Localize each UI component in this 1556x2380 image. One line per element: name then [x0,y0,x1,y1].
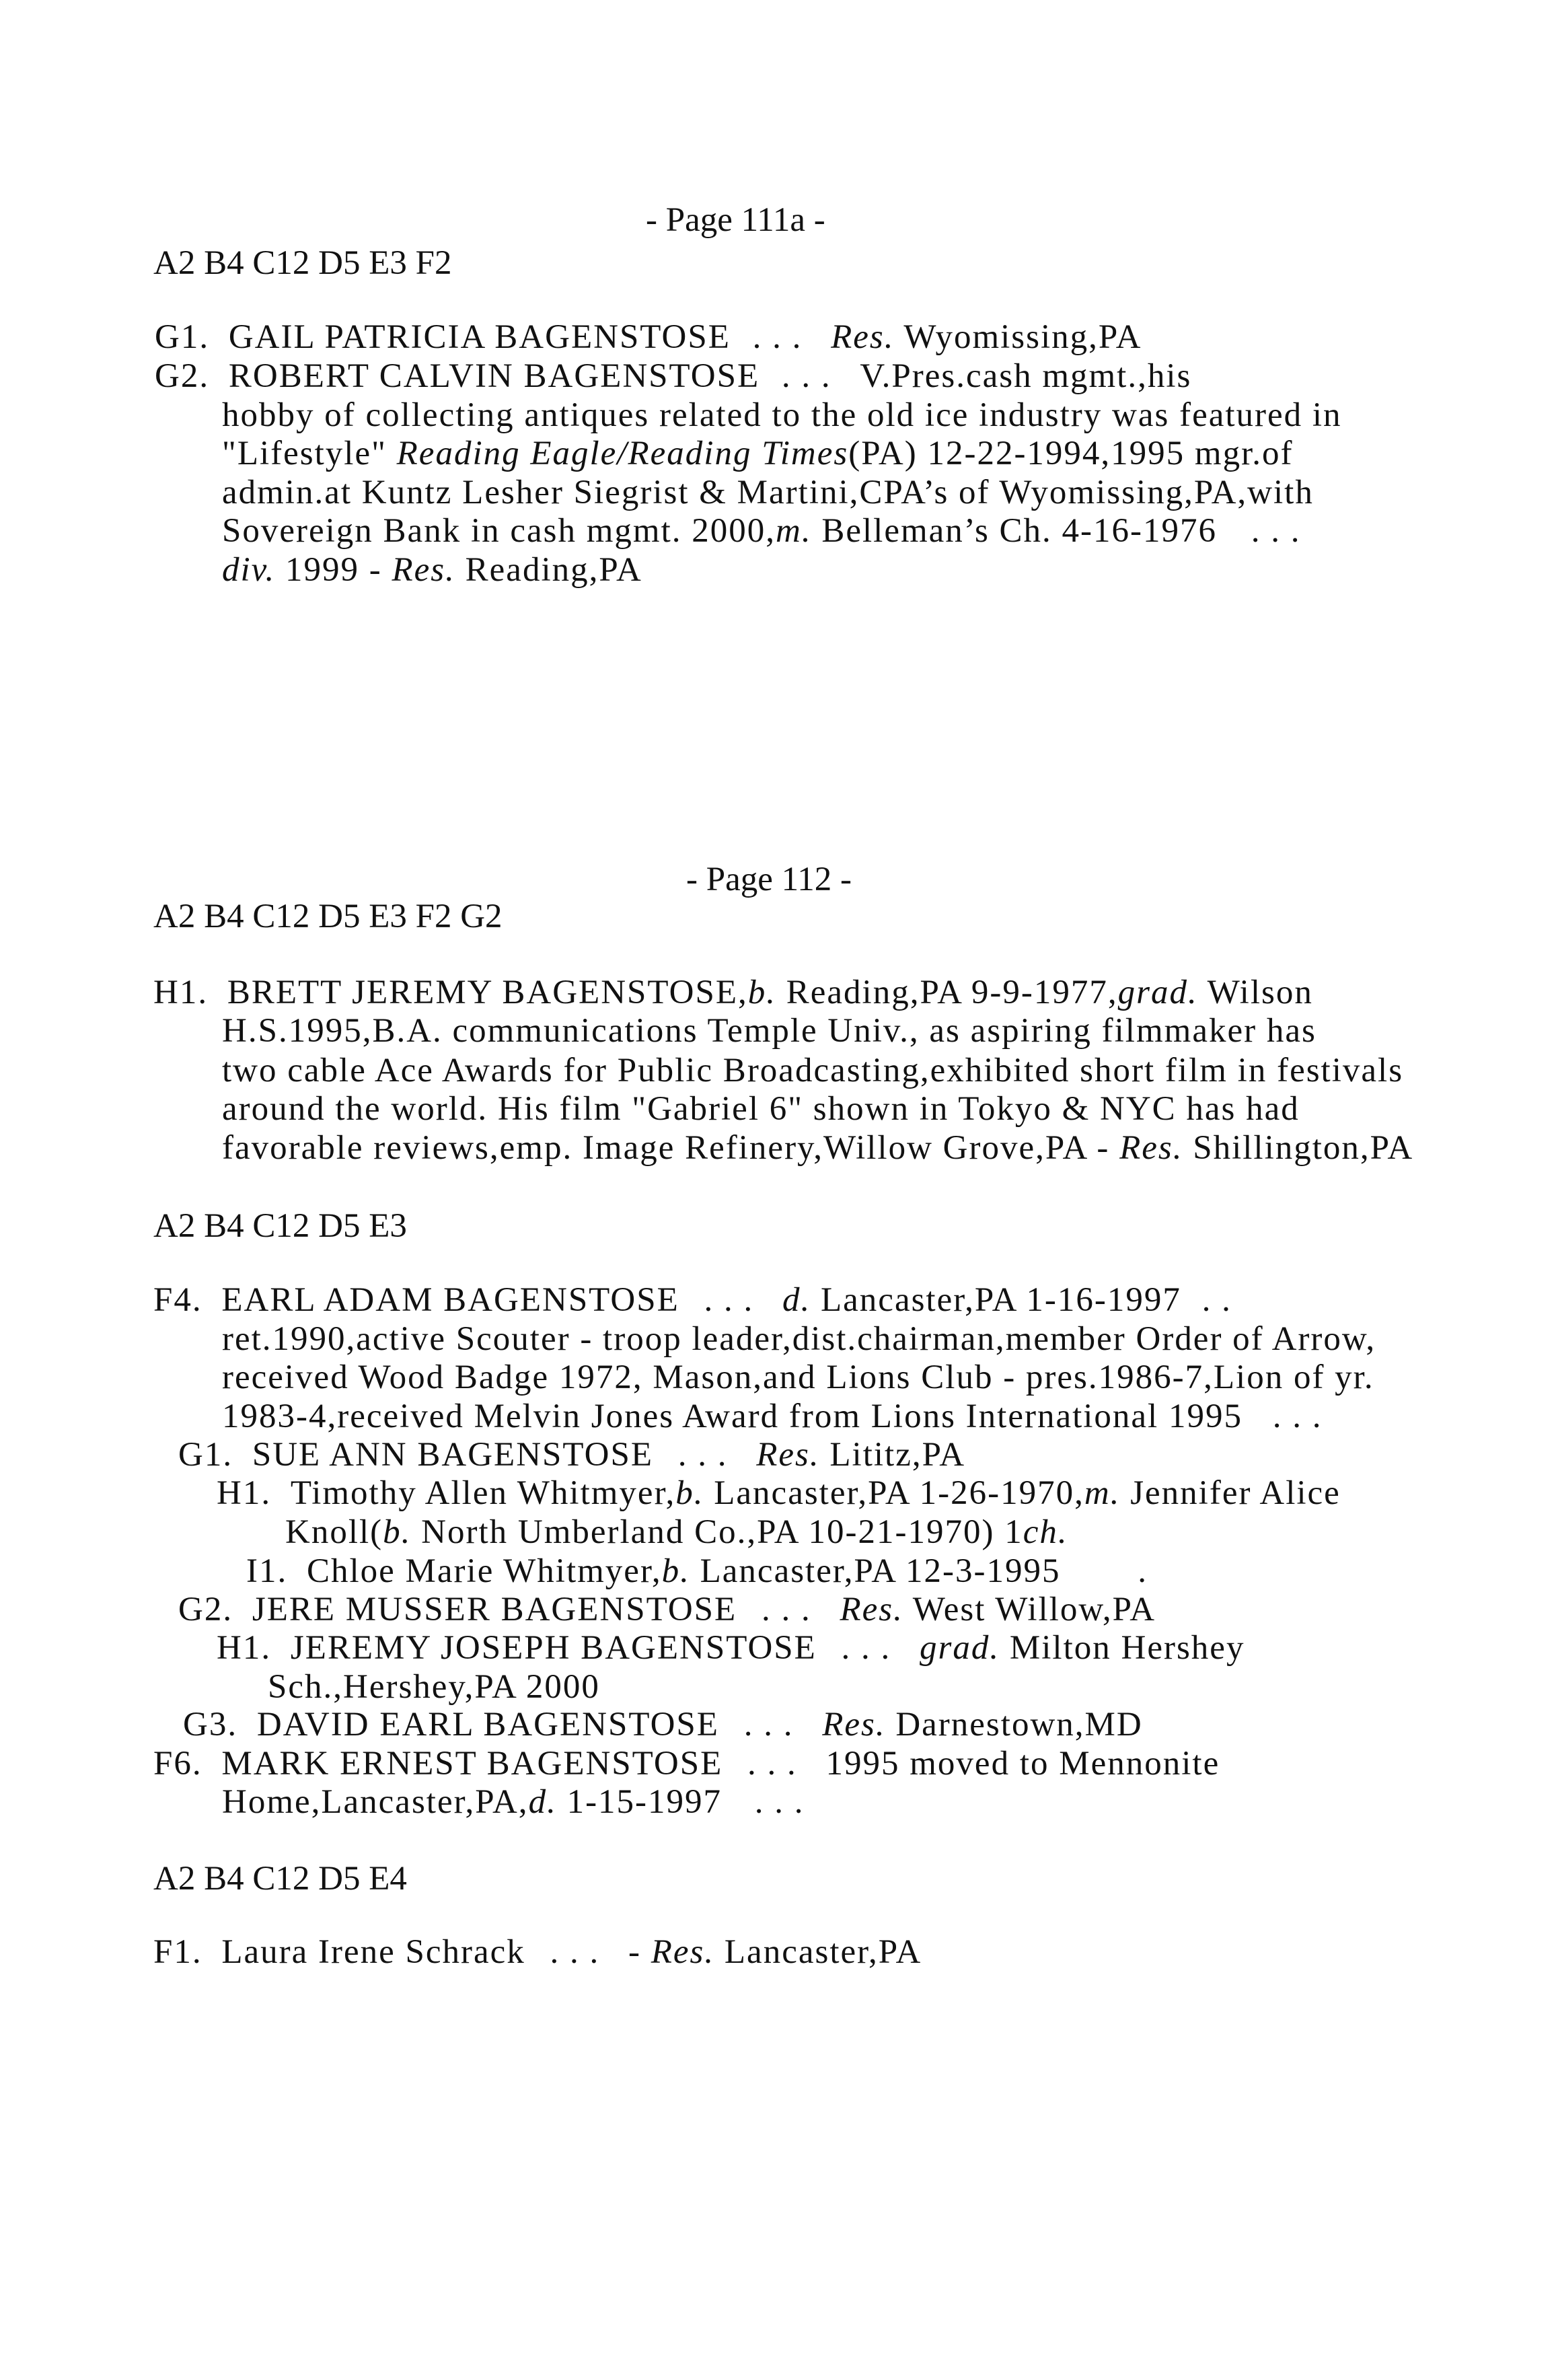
entry-f6-mark: F6. MARK ERNEST BAGENSTOSE . . . 1995 moved to Mennonite [153,1745,1220,1782]
page-label: - Page 111a - [646,201,825,239]
entry-text-line: 1983-4,received Melvin Jones Award from Lions International 1995 . . . [222,1398,1323,1435]
person-name: EARL ADAM BAGENSTOSE [221,1281,679,1319]
leader-dots: . . . [1272,1398,1323,1435]
leader-dots: . . [1201,1281,1232,1319]
entry-text-line: Knoll(b. North Umberland Co.,PA 10-21-1970) 1ch. [285,1513,1068,1551]
entry-text-line: Home,Lancaster,PA,d. 1-15-1997 . . . [222,1783,805,1821]
entry-f4-earl: F4. EARL ADAM BAGENSTOSE . . . d. Lancaster,PA 1-16-1997 . . [153,1281,1232,1319]
entry-number: G2. [178,1591,233,1628]
person-name: Timothy Allen Whitmyer, [290,1474,676,1512]
entry-number: F1. [153,1933,202,1971]
person-name: JERE MUSSER BAGENSTOSE [252,1591,737,1628]
leader-dots: . . . [841,1629,891,1667]
entry-text-line: received Wood Badge 1972, Mason,and Lions Club - pres.1986-7,Lion of yr. [222,1359,1374,1396]
entry-text-line: admin.at Kuntz Lesher Siegrist & Martini,CPA’s of Wyomissing,PA,with [222,474,1314,511]
leader-dots: . . . [781,357,831,395]
entry-text-line: "Lifestyle" Reading Eagle/Reading Times(PA) 12-22-1994,1995 mgr.of [222,435,1294,472]
residence-label: Res. [831,318,895,356]
entry-text-line: div. 1999 - Res. Reading,PA [222,551,642,589]
page-label: - Page 112 - [686,861,852,898]
entry-number: G3. [183,1706,238,1743]
entry-text-line: ret.1990,active Scouter - troop leader,dist.chairman,member Order of Arrow, [222,1320,1376,1358]
entry-number: F4. [153,1281,202,1319]
entry-number: F6. [153,1745,202,1782]
person-name: GAIL PATRICIA BAGENSTOSE [228,318,731,356]
entry-g1-gail [155,320,1142,355]
entry-number: H1. [217,1629,272,1667]
residence-text: Wyomissing,PA [903,318,1142,356]
person-name: ROBERT CALVIN BAGENSTOSE [228,357,760,395]
leader-dots: . . . [747,1745,797,1782]
person-name: BRETT JEREMY BAGENSTOSE, [227,974,748,1011]
leader-dots: . . . [704,1281,754,1319]
entry-number: G1. [178,1436,233,1474]
person-name: SUE ANN BAGENSTOSE [252,1436,653,1474]
entry-h1-jeremy: H1. JEREMY JOSEPH BAGENSTOSE . . . grad. Milton Hershey [217,1629,1245,1667]
entry-f1-laura: F1. Laura Irene Schrack . . . - Res. Lancaster,PA [153,1933,922,1971]
entry-text-line: H.S.1995,B.A. communications Temple Univ., as aspiring filmmaker has [222,1012,1317,1050]
person-name: DAVID EARL BAGENSTOSE [256,1706,719,1743]
entry-number: G2. [155,357,210,395]
entry-number: H1. [153,974,209,1011]
entry-g2-robert [155,359,1191,394]
publication-title: Reading Eagle/Reading Times [396,435,849,472]
leader-dots: . . . [677,1436,728,1474]
lineage-heading: A2 B4 C12 D5 E3 F2 G2 [153,898,503,935]
entry-text-line: around the world. His film "Gabriel 6" shown in Tokyo & NYC has had [222,1090,1300,1128]
leader-dots: . . . [752,318,803,356]
lineage-heading: A2 B4 C12 D5 E3 F2 [153,244,452,282]
entry-g3-david: G3. DAVID EARL BAGENSTOSE . . . Res. Darnestown,MD [183,1706,1143,1743]
leader-dots: . . . [761,1591,811,1628]
lineage-heading: A2 B4 C12 D5 E3 [153,1207,407,1245]
entry-h1-brett: H1. BRETT JEREMY BAGENSTOSE,b. Reading,PA 9-9-1977,grad. Wilson [153,974,1313,1011]
lineage-heading: A2 B4 C12 D5 E4 [153,1860,407,1898]
entry-text-line: hobby of collecting antiques related to the old ice industry was featured in [222,396,1342,434]
entry-text: V.Pres.cash mgmt.,his [860,357,1192,395]
entry-text-line: favorable reviews,emp. Image Refinery,Willow Grove,PA - Res. Shillington,PA [222,1129,1414,1167]
entry-h1-timothy: H1. Timothy Allen Whitmyer,b. Lancaster,PA 1-26-1970,m. Jennifer Alice [217,1474,1341,1512]
entry-number: G1. [155,318,210,356]
entry-number: H1. [217,1474,272,1512]
person-name: Laura Irene Schrack [221,1933,525,1971]
entry-text-line: two cable Ace Awards for Public Broadcasting,exhibited short film in festivals [222,1052,1404,1089]
entry-i1-chloe: I1. Chloe Marie Whitmyer,b. Lancaster,PA 12-3-1995 . [246,1552,1148,1590]
entry-g1-sue-ann: G1. SUE ANN BAGENSTOSE . . . Res. Lititz,PA [178,1436,966,1474]
entry-text-line: Sovereign Bank in cash mgmt. 2000,m. Belleman’s Ch. 4-16-1976 . . . [222,512,1301,550]
entry-number: I1. [246,1552,288,1590]
leader-dots: . [1138,1552,1148,1590]
leader-dots: . . . [754,1783,805,1821]
person-name: Chloe Marie Whitmyer, [306,1552,662,1590]
leader-dots: . . . [743,1706,794,1743]
leader-dots: . . . [1251,512,1301,550]
leader-dots: . . . [550,1933,600,1971]
entry-g2-jere: G2. JERE MUSSER BAGENSTOSE . . . Res. West Willow,PA [178,1591,1156,1628]
entry-text-line: Sch.,Hershey,PA 2000 [268,1668,600,1706]
person-name: MARK ERNEST BAGENSTOSE [221,1745,723,1782]
person-name: JEREMY JOSEPH BAGENSTOSE [290,1629,817,1667]
